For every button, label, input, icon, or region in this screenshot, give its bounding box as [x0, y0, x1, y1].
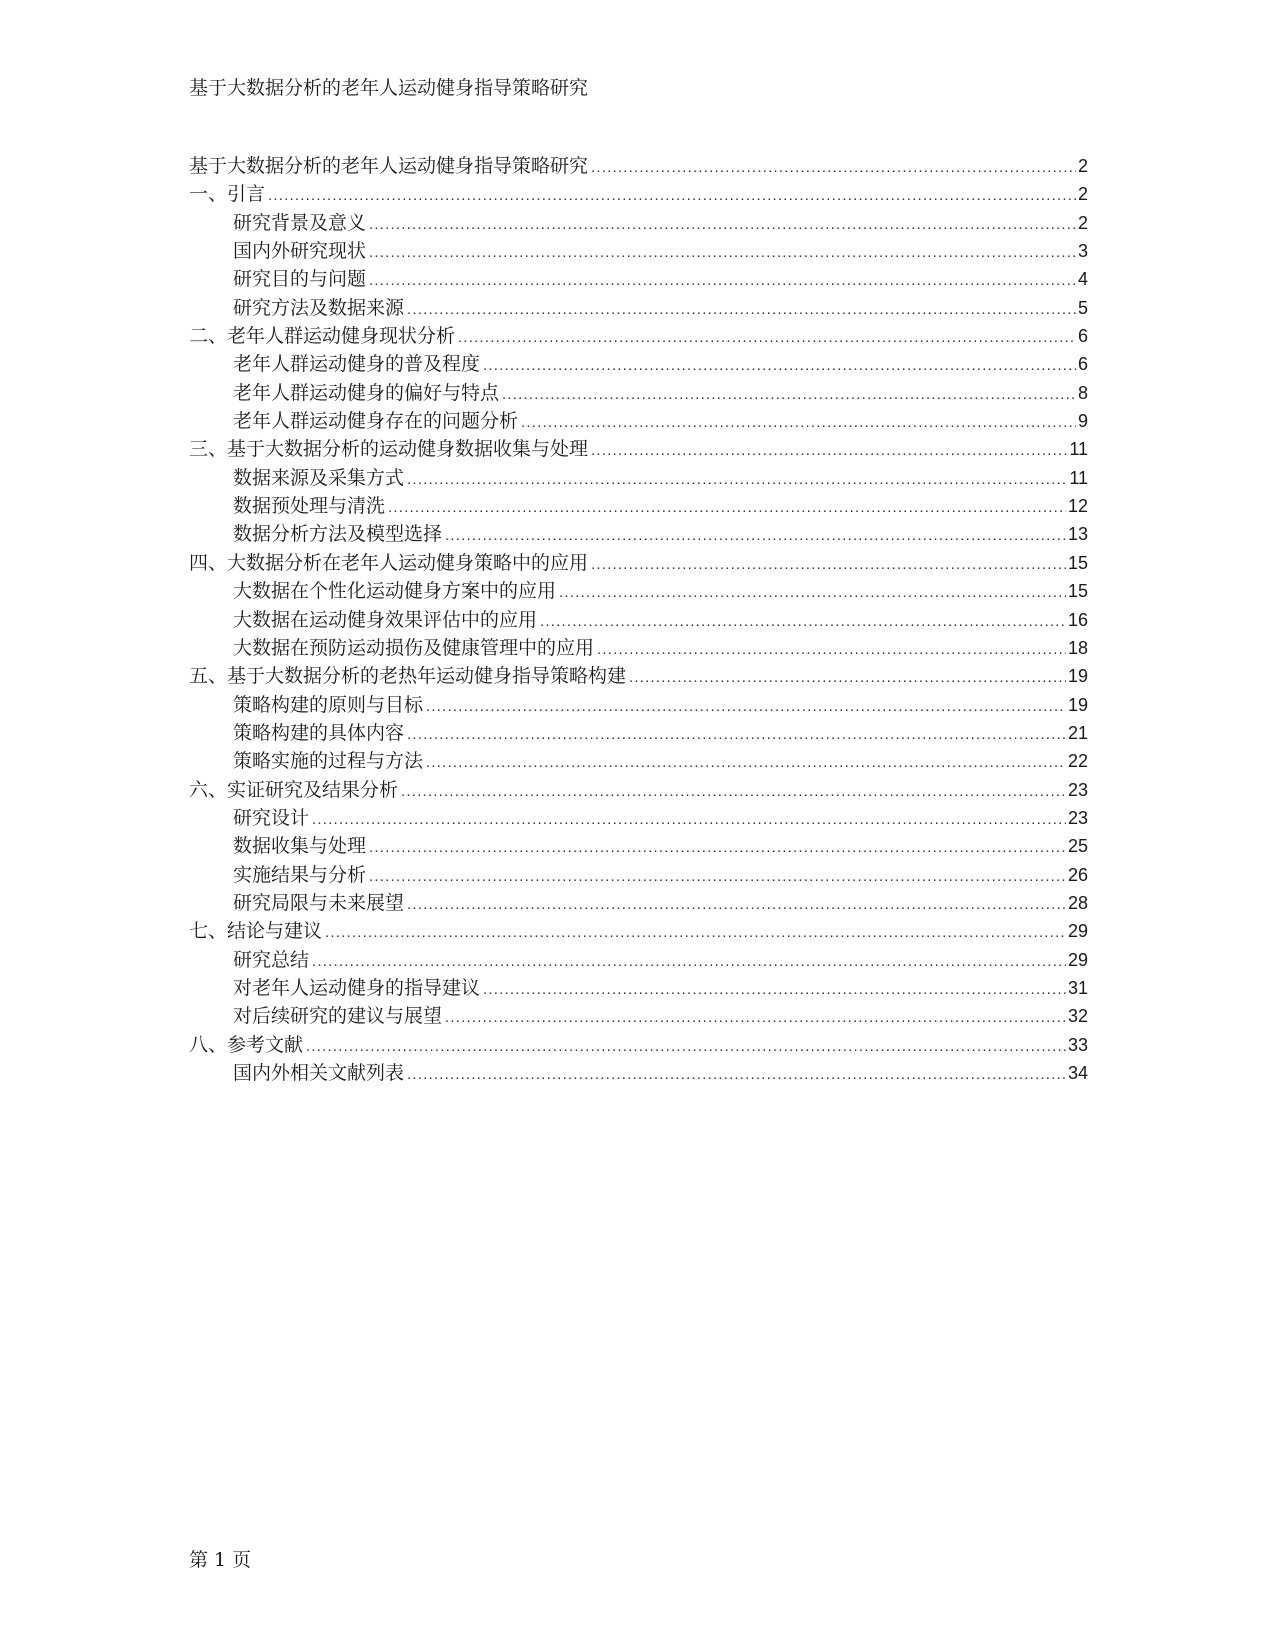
toc-entry-subsection[interactable]: [189, 577, 1088, 605]
toc-entry-section[interactable]: [189, 662, 1088, 690]
toc-entry-page-number: 11: [1069, 439, 1088, 460]
toc-entry-title: 国内外研究现状: [233, 240, 367, 263]
toc-dot-leader: [629, 664, 1066, 690]
toc-entry-subsection[interactable]: [189, 1002, 1088, 1030]
toc-dot-leader: [483, 352, 1076, 378]
toc-dot-leader: [369, 267, 1076, 293]
toc-entry-page-number: 33: [1067, 1034, 1088, 1055]
toc-entry-subsection[interactable]: [189, 606, 1088, 634]
toc-dot-leader: [407, 1061, 1066, 1087]
toc-entry-subsection[interactable]: [189, 237, 1088, 265]
toc-entry-title: 基于大数据分析的老年人运动健身指导策略研究: [189, 155, 589, 177]
toc-entry-page-number: 4: [1077, 269, 1088, 290]
toc-dot-leader: [407, 466, 1067, 492]
toc-entry-page-number: 9: [1077, 411, 1088, 432]
toc-dot-leader: [426, 749, 1066, 775]
toc-dot-leader: [445, 1004, 1066, 1030]
toc-dot-leader: [407, 891, 1066, 917]
toc-entry-title: 研究目的与问题: [233, 268, 367, 291]
toc-entry-page-number: 6: [1077, 354, 1088, 375]
toc-entry-page-number: 15: [1067, 581, 1088, 602]
toc-entry-section[interactable]: [189, 1031, 1088, 1059]
toc-dot-leader: [591, 551, 1066, 577]
toc-entry-page-number: 2: [1077, 212, 1088, 233]
toc-entry-title: 大数据在个性化运动健身方案中的应用: [233, 580, 557, 603]
toc-entry-title: 研究设计: [233, 806, 310, 829]
toc-entry-title: 对老年人运动健身的指导建议: [233, 976, 481, 999]
toc-entry-subsection[interactable]: [189, 832, 1088, 860]
toc-entry-page-number: 26: [1067, 864, 1088, 885]
toc-entry-page-number: 19: [1067, 666, 1088, 687]
toc-entry-title: 研究背景及意义: [233, 211, 367, 234]
toc-entry-page-number: 11: [1069, 467, 1088, 488]
toc-entry-title: 七、结论与建议: [189, 920, 323, 943]
toc-entry-page-number: 29: [1067, 921, 1088, 942]
toc-entry-title: 三、基于大数据分析的运动健身数据收集与处理: [189, 438, 589, 461]
toc-dot-leader: [483, 976, 1066, 1002]
toc-dot-leader: [502, 381, 1076, 407]
toc-entry-subsection[interactable]: [189, 946, 1088, 974]
toc-entry-title: 数据收集与处理: [233, 835, 367, 858]
toc-entry-subsection[interactable]: [189, 350, 1088, 378]
toc-entry-title: 四、大数据分析在老年人运动健身策略中的应用: [189, 551, 589, 574]
toc-entry-title: 策略构建的具体内容: [233, 721, 405, 744]
toc-entry-title: 八、参考文献: [189, 1033, 304, 1056]
toc-entry-page-number: 12: [1067, 496, 1088, 517]
toc-dot-leader: [521, 409, 1076, 435]
toc-dot-leader: [369, 239, 1076, 265]
toc-entry-page-number: 6: [1077, 326, 1088, 347]
toc-entry-page-number: 29: [1067, 949, 1088, 970]
toc-dot-leader: [407, 296, 1076, 322]
toc-entry-page-number: 5: [1077, 297, 1088, 318]
toc-entry-subsection[interactable]: [189, 520, 1088, 548]
toc-entry-title: 一、引言: [189, 183, 266, 206]
toc-entry-page-number: 31: [1067, 977, 1088, 998]
toc-entry-title: 对后续研究的建议与展望: [233, 1005, 443, 1028]
toc-entry-page-number: 28: [1067, 892, 1088, 913]
toc-dot-leader: [407, 721, 1066, 747]
toc-entry-page-number: 23: [1067, 779, 1088, 800]
toc-entry-page-number: 22: [1067, 751, 1088, 772]
toc-entry-title: 数据来源及采集方式: [233, 466, 405, 489]
toc-dot-leader: [369, 834, 1066, 860]
toc-dot-leader: [540, 608, 1066, 634]
toc-entry-subsection[interactable]: [189, 492, 1088, 520]
toc-dot-leader: [591, 437, 1067, 463]
toc-dot-leader: [312, 806, 1066, 832]
toc-entry-page-number: 18: [1067, 637, 1088, 658]
toc-entry-page-number: 3: [1077, 241, 1088, 262]
toc-entry-subsection[interactable]: [189, 265, 1088, 293]
toc-entry-page-number: 2: [1077, 184, 1088, 205]
toc-entry-page-number: 32: [1067, 1006, 1088, 1027]
toc-entry-subsection[interactable]: [189, 379, 1088, 407]
toc-entry-title: 实施结果与分析: [233, 863, 367, 886]
toc-dot-leader: [559, 579, 1066, 605]
toc-entry-page-number: 15: [1067, 552, 1088, 573]
toc-entry-subsection[interactable]: [189, 719, 1088, 747]
toc-dot-leader: [369, 211, 1076, 237]
toc-entry-title: 策略实施的过程与方法: [233, 750, 424, 773]
toc-entry-page-number: 34: [1067, 1063, 1088, 1083]
toc-entry-title: 五、基于大数据分析的老热年运动健身指导策略构建: [189, 665, 627, 688]
toc-entry-page-number: 2: [1077, 156, 1088, 176]
page-number-footer: 第 1 页: [189, 1549, 252, 1571]
toc-entry-subsection[interactable]: [189, 294, 1088, 322]
toc-entry-subsection[interactable]: [189, 464, 1088, 492]
table-of-contents: [189, 152, 1088, 1087]
toc-entry-page-number: 19: [1067, 694, 1088, 715]
page-header-title: 基于大数据分析的老年人运动健身指导策略研究: [189, 77, 589, 99]
toc-entry-subsection[interactable]: [189, 804, 1088, 832]
toc-entry-title: 大数据在运动健身效果评估中的应用: [233, 608, 538, 631]
toc-entry-page-number: 13: [1067, 524, 1088, 545]
toc-entry-subsection[interactable]: [189, 407, 1088, 435]
toc-entry-section[interactable]: [189, 152, 1088, 180]
toc-entry-subsection[interactable]: [189, 861, 1088, 889]
toc-entry-title: 老年人群运动健身存在的问题分析: [233, 410, 519, 433]
toc-dot-leader: [426, 693, 1066, 719]
toc-entry-title: 研究方法及数据来源: [233, 296, 405, 319]
toc-entry-page-number: 21: [1067, 722, 1088, 743]
toc-entry-subsection[interactable]: [189, 209, 1088, 237]
toc-entry-subsection[interactable]: [189, 889, 1088, 917]
toc-entry-section[interactable]: [189, 322, 1088, 350]
toc-dot-leader: [388, 494, 1066, 520]
toc-dot-leader: [591, 154, 1076, 180]
toc-entry-subsection[interactable]: [189, 691, 1088, 719]
toc-entry-title: 研究局限与未来展望: [233, 891, 405, 914]
toc-dot-leader: [306, 1033, 1066, 1059]
toc-entry-title: 数据分析方法及模型选择: [233, 523, 443, 546]
toc-dot-leader: [369, 863, 1066, 889]
toc-entry-title: 大数据在预防运动损伤及健康管理中的应用: [233, 636, 595, 659]
toc-entry-title: 策略构建的原则与目标: [233, 693, 424, 716]
toc-dot-leader: [401, 778, 1066, 804]
toc-dot-leader: [445, 522, 1066, 548]
toc-entry-subsection[interactable]: [189, 634, 1088, 662]
toc-dot-leader: [325, 919, 1066, 945]
toc-dot-leader: [597, 636, 1066, 662]
toc-dot-leader: [268, 182, 1076, 208]
toc-entry-subsection[interactable]: [189, 747, 1088, 775]
toc-entry-section[interactable]: [189, 435, 1088, 463]
toc-entry-subsection[interactable]: [189, 974, 1088, 1002]
toc-entry-subsection[interactable]: [189, 1059, 1088, 1087]
toc-entry-title: 国内外相关文献列表: [233, 1062, 405, 1084]
toc-entry-page-number: 23: [1067, 807, 1088, 828]
toc-dot-leader: [458, 324, 1076, 350]
toc-entry-section[interactable]: [189, 917, 1088, 945]
toc-dot-leader: [312, 948, 1066, 974]
toc-entry-title: 二、老年人群运动健身现状分析: [189, 325, 456, 348]
toc-entry-title: 老年人群运动健身的普及程度: [233, 353, 481, 376]
toc-entry-section[interactable]: [189, 180, 1088, 208]
toc-entry-title: 数据预处理与清洗: [233, 495, 386, 518]
toc-entry-page-number: 25: [1067, 836, 1088, 857]
toc-entry-page-number: 16: [1067, 609, 1088, 630]
toc-entry-page-number: 8: [1077, 382, 1088, 403]
toc-entry-section[interactable]: [189, 776, 1088, 804]
toc-entry-title: 六、实证研究及结果分析: [189, 778, 399, 801]
toc-entry-title: 老年人群运动健身的偏好与特点: [233, 381, 500, 404]
toc-entry-section[interactable]: [189, 549, 1088, 577]
toc-entry-title: 研究总结: [233, 948, 310, 971]
